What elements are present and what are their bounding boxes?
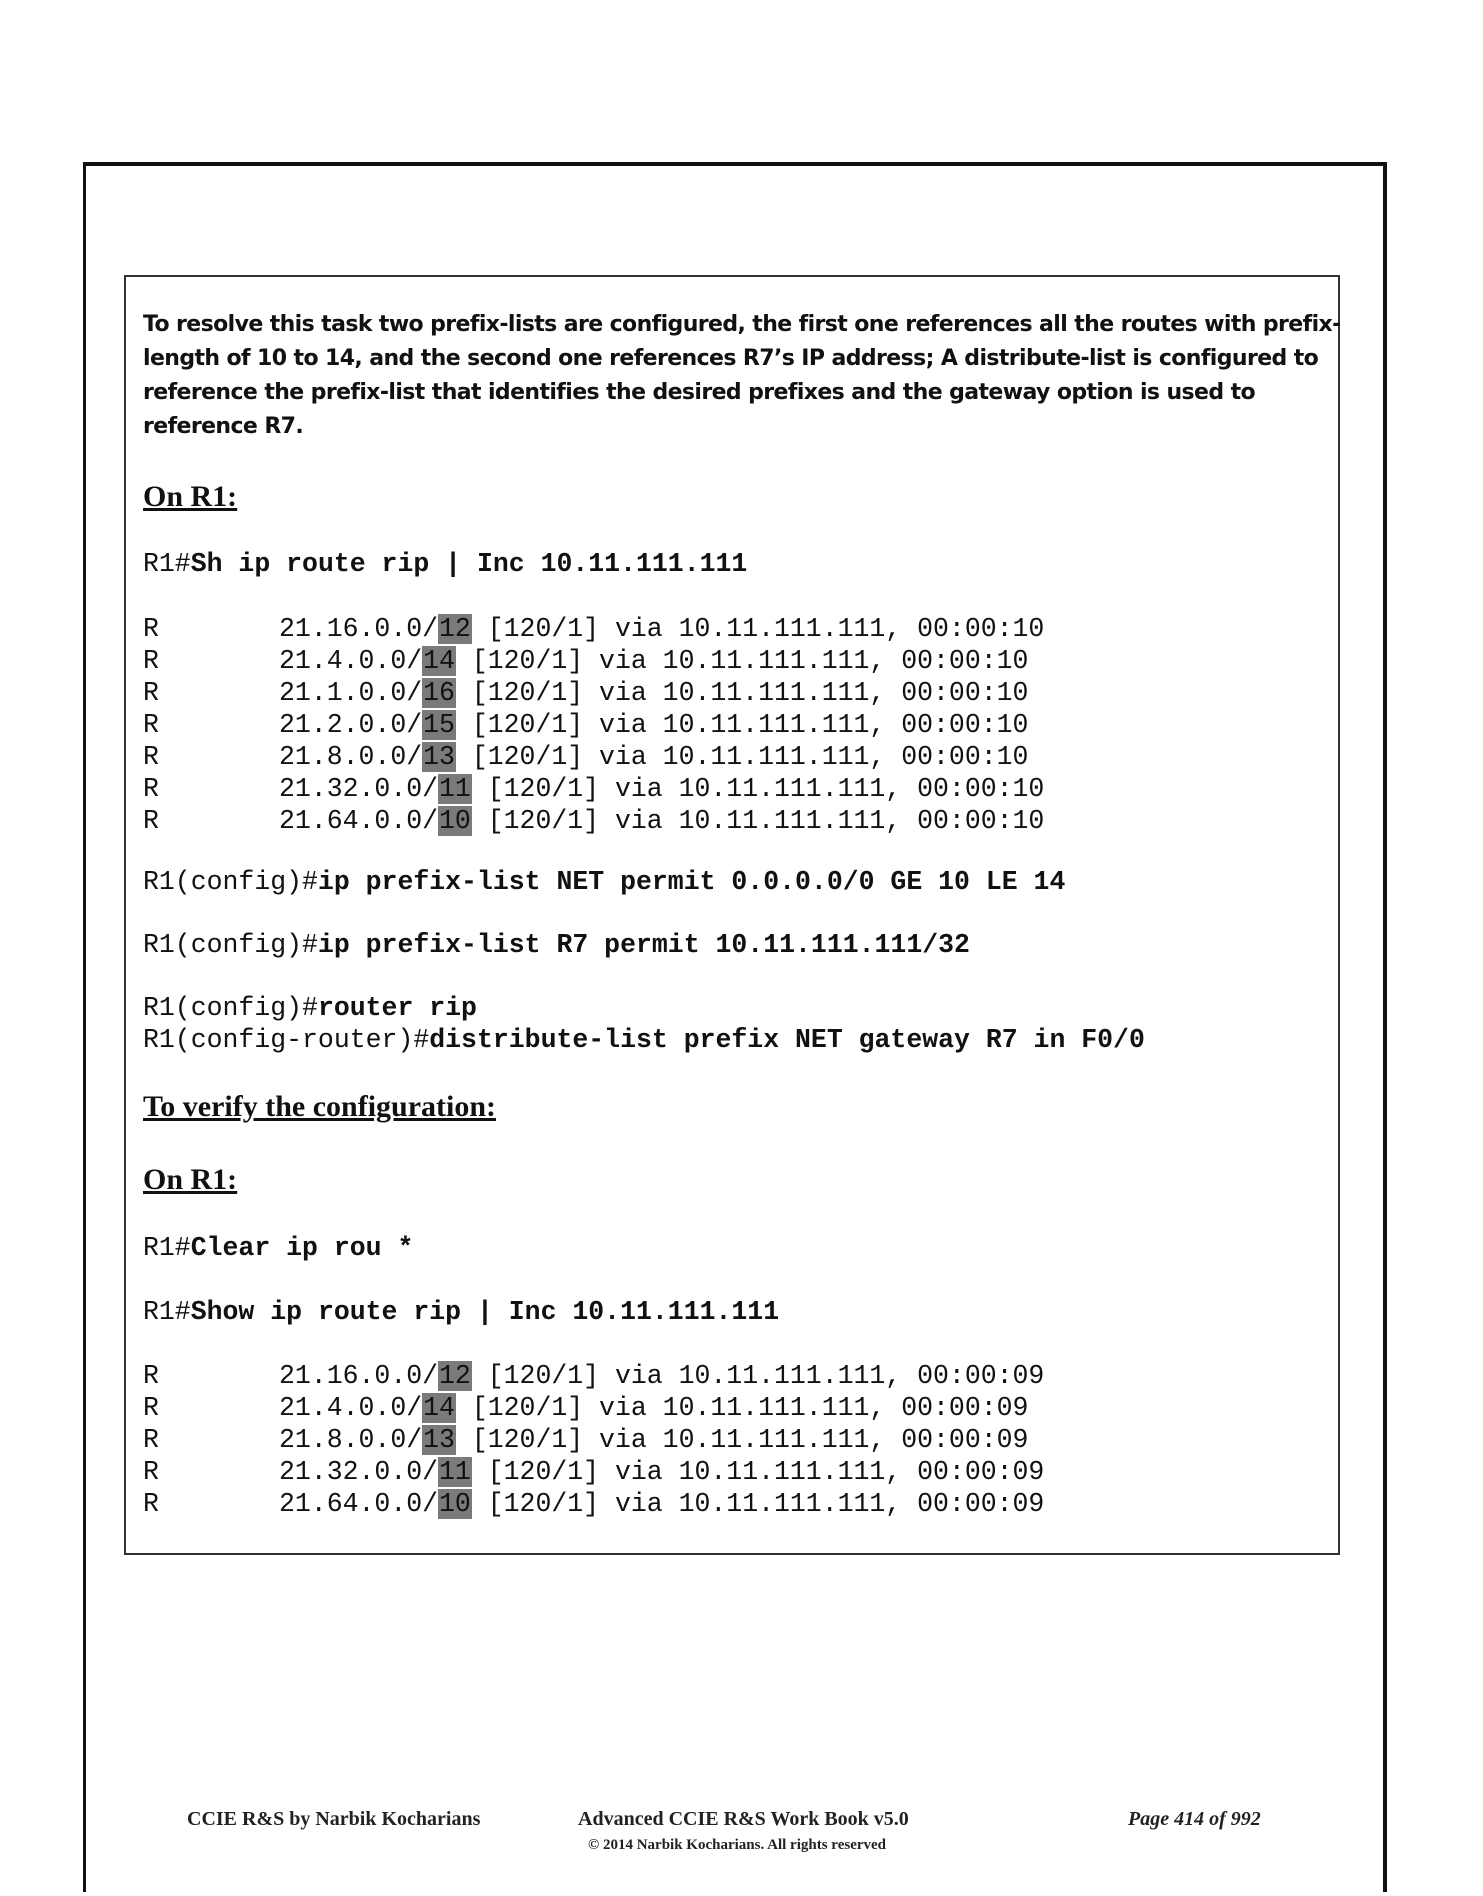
route-row bbox=[143, 709, 1028, 741]
route-prefix: 21.32.0.0/ bbox=[279, 1457, 439, 1487]
route-details: [120/1] via 10.11.111.111, 00:00:10 bbox=[471, 774, 1045, 804]
route-code: R bbox=[143, 806, 159, 836]
route-code: R bbox=[143, 1457, 159, 1487]
cli-command: ip prefix-list R7 permit 10.11.111.111/32 bbox=[317, 930, 970, 960]
route-prefix: 21.4.0.0/ bbox=[279, 646, 423, 676]
route-details: [120/1] via 10.11.111.111, 00:00:10 bbox=[471, 806, 1045, 836]
route-prefix: 21.8.0.0/ bbox=[279, 742, 423, 772]
route-prefix: 21.1.0.0/ bbox=[279, 678, 423, 708]
route-code: R bbox=[143, 774, 159, 804]
route-prefix: 21.2.0.0/ bbox=[279, 710, 423, 740]
route-row bbox=[143, 741, 1028, 773]
cli-command: Clear ip rou * bbox=[190, 1233, 414, 1263]
cli-command-prefix-list-r7 bbox=[143, 929, 970, 961]
route-row bbox=[143, 773, 1044, 805]
cli-prompt: R1# bbox=[143, 1233, 191, 1263]
route-code: R bbox=[143, 1489, 159, 1519]
section-heading-on-r1: On R1: bbox=[143, 1163, 238, 1196]
route-prefix: 21.8.0.0/ bbox=[279, 1425, 423, 1455]
route-details: [120/1] via 10.11.111.111, 00:00:10 bbox=[471, 614, 1045, 644]
route-prefix: 21.64.0.0/ bbox=[279, 806, 439, 836]
cli-command: router rip bbox=[317, 993, 477, 1023]
route-row bbox=[143, 1456, 1044, 1488]
cli-command: ip prefix-list NET permit 0.0.0.0/0 GE 10 LE 14 bbox=[317, 867, 1066, 897]
route-row bbox=[143, 1424, 1028, 1456]
route-code: R bbox=[143, 646, 159, 676]
route-details: [120/1] via 10.11.111.111, 00:00:09 bbox=[455, 1425, 1029, 1455]
route-mask-highlight: 16 bbox=[423, 678, 455, 708]
cli-prompt: R1# bbox=[143, 549, 191, 579]
route-row bbox=[143, 1488, 1044, 1520]
route-mask-highlight: 13 bbox=[423, 1425, 455, 1455]
route-details: [120/1] via 10.11.111.111, 00:00:09 bbox=[455, 1393, 1029, 1423]
route-row bbox=[143, 1360, 1044, 1392]
route-details: [120/1] via 10.11.111.111, 00:00:10 bbox=[455, 710, 1029, 740]
route-details: [120/1] via 10.11.111.111, 00:00:10 bbox=[455, 742, 1029, 772]
route-row bbox=[143, 677, 1028, 709]
footer-page-number: Page 414 of 992 bbox=[1128, 1808, 1261, 1830]
route-mask-highlight: 12 bbox=[439, 1361, 471, 1391]
route-code: R bbox=[143, 1425, 159, 1455]
cli-command-clear-route bbox=[143, 1232, 413, 1264]
route-mask-highlight: 14 bbox=[423, 646, 455, 676]
route-code: R bbox=[143, 1361, 159, 1391]
route-row bbox=[143, 1392, 1028, 1424]
route-code: R bbox=[143, 1393, 159, 1423]
route-prefix: 21.64.0.0/ bbox=[279, 1489, 439, 1519]
cli-prompt: R1(config)# bbox=[143, 930, 318, 960]
route-mask-highlight: 12 bbox=[439, 614, 471, 644]
cli-command-router-rip bbox=[143, 992, 477, 1024]
cli-command: Sh ip route rip | Inc 10.11.111.111 bbox=[190, 549, 748, 579]
route-mask-highlight: 10 bbox=[439, 1489, 471, 1519]
route-mask-highlight: 15 bbox=[423, 710, 455, 740]
route-mask-highlight: 13 bbox=[423, 742, 455, 772]
route-row bbox=[143, 645, 1028, 677]
cli-prompt: R1(config-router)# bbox=[143, 1025, 430, 1055]
intro-paragraph bbox=[143, 308, 1341, 444]
route-prefix: 21.32.0.0/ bbox=[279, 774, 439, 804]
footer-copyright: © 2014 Narbik Kocharians. All rights reserved bbox=[588, 1837, 887, 1853]
route-code: R bbox=[143, 614, 159, 644]
route-mask-highlight: 14 bbox=[423, 1393, 455, 1423]
route-code: R bbox=[143, 678, 159, 708]
cli-command-show-route bbox=[143, 548, 747, 580]
footer-author: CCIE R&S by Narbik Kocharians bbox=[187, 1808, 481, 1830]
cli-command: Show ip route rip | Inc 10.11.111.111 bbox=[190, 1297, 780, 1327]
route-prefix: 21.16.0.0/ bbox=[279, 614, 439, 644]
route-details: [120/1] via 10.11.111.111, 00:00:10 bbox=[455, 678, 1029, 708]
route-row bbox=[143, 613, 1044, 645]
cli-prompt: R1(config)# bbox=[143, 867, 318, 897]
route-details: [120/1] via 10.11.111.111, 00:00:09 bbox=[471, 1457, 1045, 1487]
route-details: [120/1] via 10.11.111.111, 00:00:09 bbox=[471, 1489, 1045, 1519]
intro-line: length of 10 to 14, and the second one references R7’s IP address; A distribute-list is configured to bbox=[143, 346, 1319, 371]
route-details: [120/1] via 10.11.111.111, 00:00:10 bbox=[455, 646, 1029, 676]
route-code: R bbox=[143, 742, 159, 772]
route-code: R bbox=[143, 710, 159, 740]
intro-line: reference R7. bbox=[143, 414, 304, 439]
route-mask-highlight: 11 bbox=[439, 774, 471, 804]
route-row bbox=[143, 805, 1044, 837]
cli-prompt: R1(config)# bbox=[143, 993, 318, 1023]
section-heading-on-r1: On R1: bbox=[143, 480, 238, 513]
route-mask-highlight: 11 bbox=[439, 1457, 471, 1487]
intro-line: To resolve this task two prefix-lists are configured, the first one references all the routes with prefix- bbox=[143, 312, 1341, 337]
route-prefix: 21.4.0.0/ bbox=[279, 1393, 423, 1423]
section-heading-verify: To verify the configuration: bbox=[143, 1090, 497, 1123]
route-prefix: 21.16.0.0/ bbox=[279, 1361, 439, 1391]
cli-command-show-route bbox=[143, 1296, 779, 1328]
intro-line: reference the prefix-list that identifies the desired prefixes and the gateway option is used to bbox=[143, 380, 1255, 405]
cli-command: distribute-list prefix NET gateway R7 in F0/0 bbox=[429, 1025, 1145, 1055]
cli-command-prefix-list-net bbox=[143, 866, 1065, 898]
cli-prompt: R1# bbox=[143, 1297, 191, 1327]
cli-command-distribute-list bbox=[143, 1024, 1145, 1056]
route-mask-highlight: 10 bbox=[439, 806, 471, 836]
footer-book-title: Advanced CCIE R&S Work Book v5.0 bbox=[578, 1808, 909, 1830]
route-details: [120/1] via 10.11.111.111, 00:00:09 bbox=[471, 1361, 1045, 1391]
